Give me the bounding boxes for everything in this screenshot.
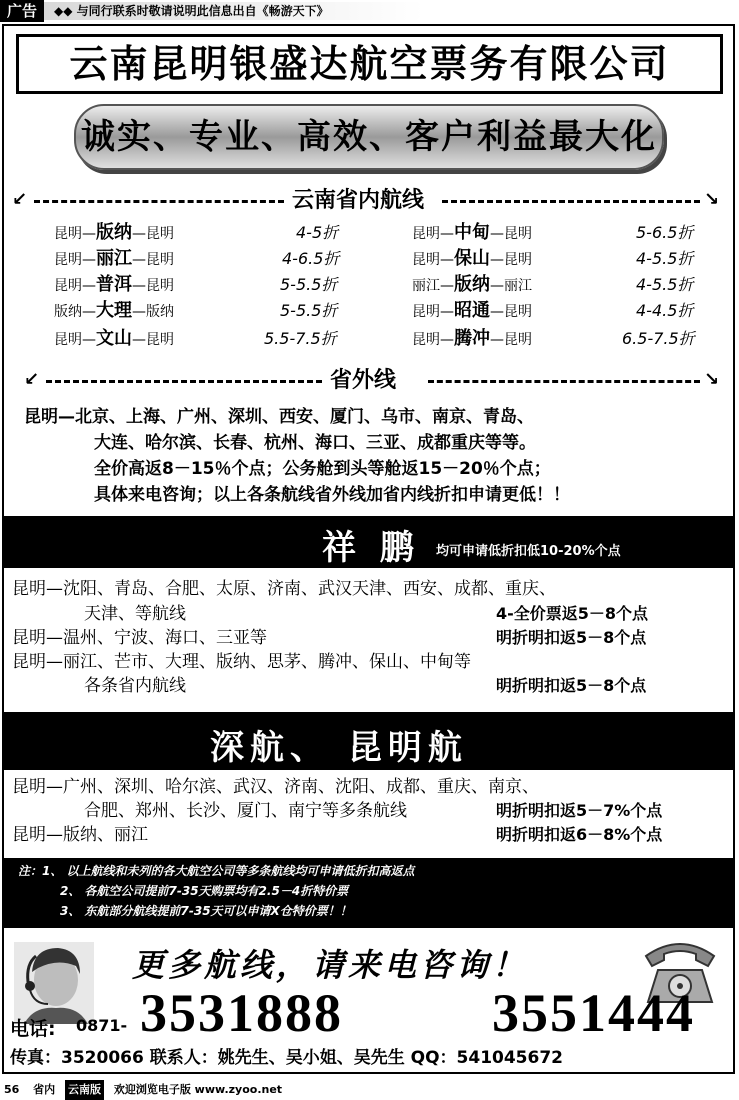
left-arrow-icon: ↙	[24, 369, 40, 390]
operator-avatar	[14, 942, 94, 1024]
right-arrow-icon: ↘	[704, 189, 720, 210]
route-destination: 文山	[96, 328, 132, 349]
route-return: —昆明	[132, 332, 174, 348]
dashed-divider	[428, 380, 700, 383]
route-item	[412, 272, 532, 298]
rebate-label: 明折明扣返6－8%个点	[496, 825, 663, 844]
route-from: 昆明—	[412, 252, 454, 268]
shenhang-title: 深航、 昆明航	[210, 728, 468, 768]
route-from: 昆明—	[54, 332, 96, 348]
route-return: —昆明	[132, 226, 174, 242]
page-number: 56	[4, 1083, 20, 1096]
route-return: —版纳	[132, 304, 174, 320]
route-discount: 4-5.5折	[636, 275, 694, 294]
route-destination: 中甸	[454, 222, 490, 243]
outbound-line: 昆明—北京、上海、广州、深圳、西安、厦门、乌市、南京、青岛、	[24, 407, 534, 427]
route-destination: 大理	[96, 300, 132, 321]
route-discount: 5.5-7.5折	[264, 329, 337, 348]
phone-number-1[interactable]: 3531888	[140, 983, 343, 1043]
edition-tag: 云南版	[65, 1080, 104, 1100]
route-return: —昆明	[490, 304, 532, 320]
route-return: —昆明	[490, 332, 532, 348]
route-from: 昆明—	[54, 226, 96, 242]
footer-website[interactable]: 欢迎浏览电子版 www.zyoo.net	[113, 1083, 283, 1096]
note-line: 2、 各航空公司提前7-35天购票均有2.5－4折特价票	[60, 884, 349, 898]
xiangpeng-line: 各条省内航线	[84, 676, 186, 696]
route-item	[54, 326, 174, 352]
route-item	[54, 272, 174, 298]
ad-tag: 广告	[0, 0, 44, 22]
dashed-divider	[442, 200, 700, 203]
route-discount: 4-5.5折	[636, 249, 694, 268]
tel-label: 电话:	[10, 1018, 56, 1040]
xiangpeng-line: 昆明—温州、宁波、海口、三亚等	[12, 628, 267, 648]
route-return: —昆明	[490, 252, 532, 268]
dashed-divider	[34, 200, 284, 203]
xiangpeng-subtitle: 均可申请低折扣低10-20%个点	[436, 544, 621, 559]
shenhang-line: 昆明—版纳、丽江	[12, 825, 148, 845]
note-line: 3、 东航部分航线提前7-35天可以申请X仓特价票！！	[60, 904, 352, 918]
route-from: 昆明—	[412, 226, 454, 242]
route-destination: 丽江	[96, 248, 132, 269]
route-return: —昆明	[132, 278, 174, 294]
right-arrow-icon: ↘	[704, 369, 720, 390]
dashed-divider	[46, 380, 322, 383]
route-discount: 4-4.5折	[636, 301, 694, 320]
xiangpeng-title: 祥 鹏	[322, 528, 420, 568]
route-from: 丽江—	[412, 278, 454, 294]
rebate-label: 明折明扣返5－7%个点	[496, 801, 663, 820]
route-discount: 5-5.5折	[280, 275, 338, 294]
domestic-title: 云南省内航线	[288, 186, 428, 216]
route-destination: 昭通	[454, 300, 490, 321]
route-return: —丽江	[490, 278, 532, 294]
route-item	[412, 220, 532, 246]
route-item	[412, 298, 532, 324]
shenhang-line: 昆明—广州、深圳、哈尔滨、武汉、济南、沈阳、成都、重庆、南京、	[12, 777, 539, 797]
rebate-label: 4-全价票返5－8个点	[496, 604, 649, 623]
route-from: 昆明—	[54, 252, 96, 268]
route-item	[54, 298, 174, 324]
left-arrow-icon: ↙	[12, 189, 28, 210]
note-line: 注：1、 以上航线和未列的各大航空公司等多条航线均可申请低折扣高返点	[18, 864, 415, 878]
top-bar	[0, 0, 739, 22]
call-prompt: 更多航线，请来电咨询！	[132, 946, 529, 984]
xiangpeng-line: 昆明—沈阳、青岛、合肥、太原、济南、武汉天津、西安、成都、重庆、	[12, 579, 556, 599]
route-from: 版纳—	[54, 304, 96, 320]
route-destination: 保山	[454, 248, 490, 269]
phone-number-2[interactable]: 3551444	[492, 983, 695, 1043]
route-item	[412, 246, 532, 272]
outbound-header	[12, 366, 722, 396]
contact-section	[4, 930, 735, 1072]
route-discount: 5-5.5折	[280, 301, 338, 320]
source-notice: ◆◆ 与同行联系时敬请说明此信息出自《畅游天下》	[44, 2, 424, 20]
route-return: —昆明	[490, 226, 532, 242]
rebate-label: 明折明扣返5－8个点	[496, 676, 647, 695]
shenhang-line: 合肥、郑州、长沙、厦门、南宁等多条航线	[84, 801, 407, 821]
route-item	[412, 326, 532, 352]
route-from: 昆明—	[412, 304, 454, 320]
outbound-title: 省外线	[326, 366, 400, 396]
page-footer	[0, 1080, 739, 1100]
notes-band	[4, 858, 735, 928]
section-label: 省内	[33, 1083, 56, 1096]
route-return: —昆明	[132, 252, 174, 268]
route-destination: 腾冲	[454, 328, 490, 349]
shenhang-band	[4, 712, 735, 770]
route-discount: 4-6.5折	[282, 249, 340, 268]
route-discount: 5-6.5折	[636, 223, 694, 242]
outbound-line: 大连、哈尔滨、长春、杭州、海口、三亚、成都重庆等等。	[94, 433, 536, 453]
xiangpeng-line: 天津、等航线	[84, 604, 186, 624]
fax-contact-line: 传真：3520066 联系人：姚先生、吴小姐、吴先生 QQ：541045672	[10, 1048, 563, 1068]
route-item	[54, 246, 174, 272]
xiangpeng-line: 昆明—丽江、芒市、大理、版纳、思茅、腾冲、保山、中甸等	[12, 652, 471, 672]
route-discount: 6.5-7.5折	[622, 329, 695, 348]
route-from: 昆明—	[412, 332, 454, 348]
route-item	[54, 220, 174, 246]
slogan-banner: 诚实、专业、高效、客户利益最大化	[74, 104, 664, 170]
route-destination: 版纳	[454, 274, 490, 295]
route-destination: 普洱	[96, 274, 132, 295]
route-discount: 4-5折	[296, 223, 339, 242]
tel-area-code: 0871-	[76, 1016, 128, 1035]
domestic-header	[12, 186, 722, 216]
outbound-line: 全价高返8－15％个点；公务舱到头等舱返15－20％个点；	[94, 459, 551, 479]
rebate-label: 明折明扣返5－8个点	[496, 628, 647, 647]
xiangpeng-band	[4, 516, 735, 568]
company-name: 云南昆明银盛达航空票务有限公司	[16, 34, 723, 94]
outbound-line: 具体来电咨询；以上各条航线省外线加省内线折扣申请更低！！	[94, 485, 570, 505]
route-destination: 版纳	[96, 222, 132, 243]
route-from: 昆明—	[54, 278, 96, 294]
